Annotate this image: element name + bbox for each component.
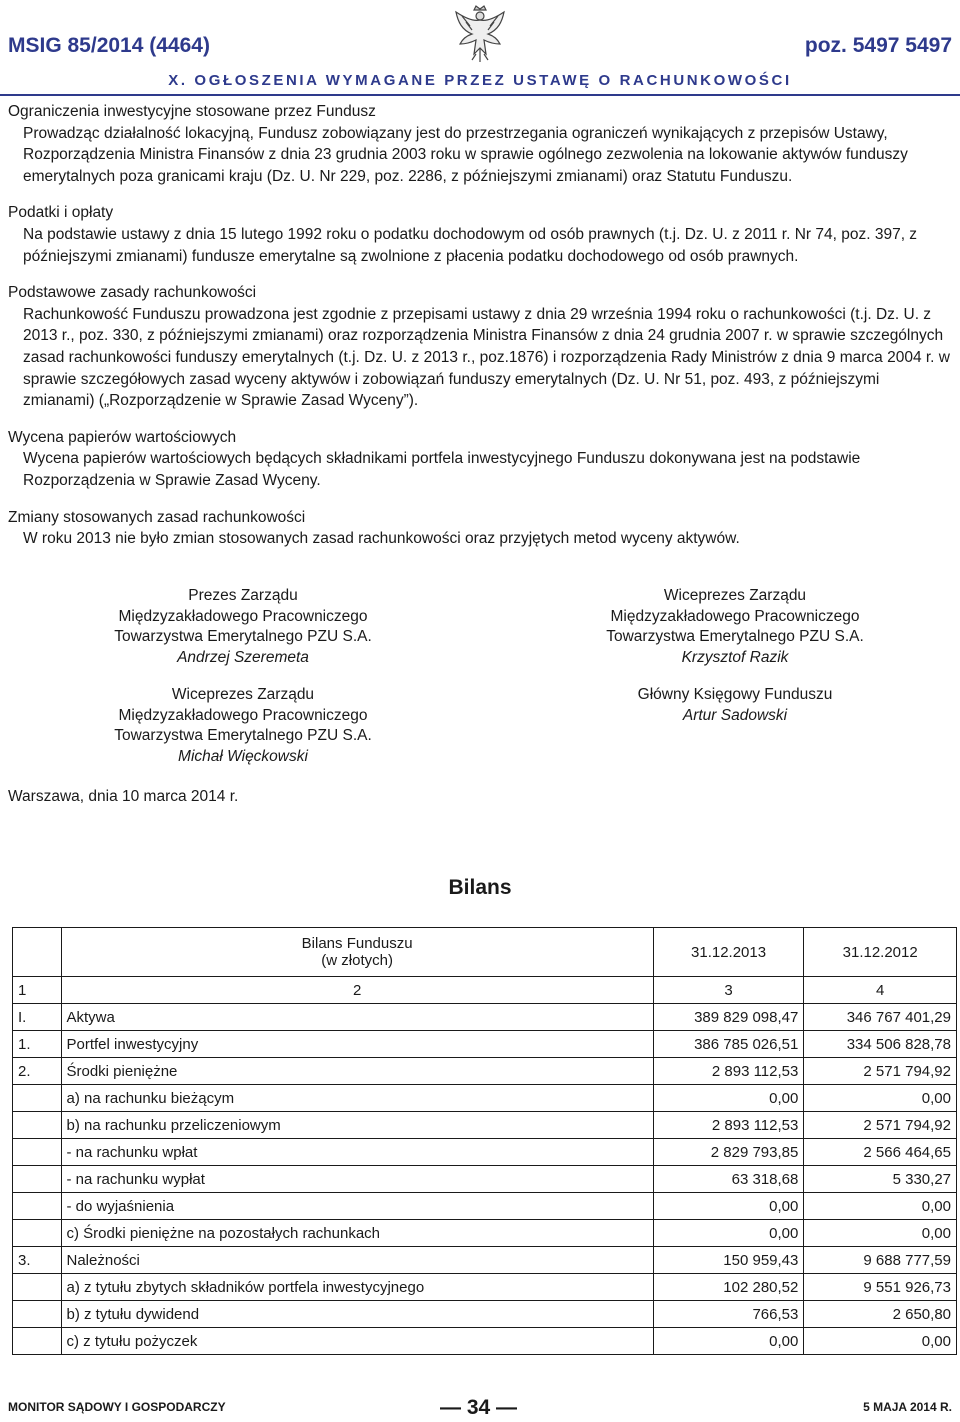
- page-number: — 34 —: [440, 1396, 518, 1419]
- header-cell-2013: 31.12.2013: [653, 928, 804, 977]
- value-2013: 386 785 026,51: [653, 1031, 804, 1058]
- value-2013: 0,00: [653, 1220, 804, 1247]
- row-number: [13, 1193, 62, 1220]
- paragraph-securities-valuation: [8, 427, 954, 492]
- value-2012: 9 688 777,59: [804, 1247, 957, 1274]
- value-2013: 389 829 098,47: [653, 1004, 804, 1031]
- table-row: [13, 1301, 957, 1328]
- table-row: [13, 1085, 957, 1112]
- value-2012: 2 571 794,92: [804, 1058, 957, 1085]
- value-2013: 766,53: [653, 1301, 804, 1328]
- signatory-org: Towarzystwa Emerytalnego PZU S.A.: [114, 628, 372, 645]
- value-2012: 5 330,27: [804, 1166, 957, 1193]
- row-label: c) Środki pieniężne na pozostałych rachunkach: [61, 1220, 653, 1247]
- row-label: b) na rachunku przeliczeniowym: [61, 1112, 653, 1139]
- polish-eagle-icon: [452, 4, 508, 64]
- place-and-date: Warszawa, dnia 10 marca 2014 r.: [8, 788, 239, 805]
- footer-publication: MONITOR SĄDOWY I GOSPODARCZY: [8, 1400, 226, 1414]
- column-number: 2: [61, 977, 653, 1004]
- table-row: [13, 1166, 957, 1193]
- table-row: [13, 1004, 957, 1031]
- value-2013: 2 829 793,85: [653, 1139, 804, 1166]
- paragraph-text: Na podstawie ustawy z dnia 15 lutego 1992 roku o podatku dochodowym od osób prawnych (t.j. Dz. U. z 2011 r. Nr 74, poz. 397, z późniejszymi zmianami) fundusze emerytalne są zwolnione z płacenia podatku dochodowego od osób prawnych.: [23, 225, 918, 265]
- value-2012: 346 767 401,29: [804, 1004, 957, 1031]
- row-number: I.: [13, 1004, 62, 1031]
- row-number: 1.: [13, 1031, 62, 1058]
- value-2013: 150 959,43: [653, 1247, 804, 1274]
- row-label: a) z tytułu zbytych składników portfela inwestycyjnego: [61, 1274, 653, 1301]
- paragraph-text: Wycena papierów wartościowych będących składnikami portfela inwestycyjnego Funduszu dokonywana jest na podstawie Rozporządzenia w Sprawie Zasad Wyceny.: [23, 450, 861, 489]
- row-number: [13, 1274, 62, 1301]
- value-2013: 2 893 112,53: [653, 1058, 804, 1085]
- signature-chief-accountant: [552, 685, 918, 726]
- header-cell-2012: 31.12.2012: [804, 928, 957, 977]
- value-2013: 102 280,52: [653, 1274, 804, 1301]
- paragraph-heading: Ograniczenia inwestycyjne stosowane przez Fundusz: [8, 103, 376, 120]
- row-label: Aktywa: [61, 1004, 653, 1031]
- table-row: [13, 1139, 957, 1166]
- value-2013: 0,00: [653, 1328, 804, 1355]
- paragraph-heading: Zmiany stosowanych zasad rachunkowości: [8, 508, 306, 526]
- row-number: 3.: [13, 1247, 62, 1274]
- header-label-line: Bilans Funduszu: [301, 935, 413, 952]
- table-row: [13, 1220, 957, 1247]
- position-number: poz. 5497 5497: [804, 34, 952, 57]
- row-number: [13, 1112, 62, 1139]
- value-2013: 2 893 112,53: [653, 1112, 804, 1139]
- row-number: [13, 1085, 62, 1112]
- signature-president: [60, 586, 426, 668]
- table-row: [13, 1058, 957, 1085]
- value-2012: 0,00: [804, 1193, 957, 1220]
- row-label: Środki pieniężne: [61, 1058, 653, 1085]
- balance-sheet-title: Bilans: [448, 876, 512, 899]
- signatory-name: Andrzej Szeremeta: [177, 648, 309, 666]
- value-2012: 334 506 828,78: [804, 1031, 957, 1058]
- paragraph-policy-changes: [8, 507, 954, 550]
- header-cell-label: [61, 928, 653, 977]
- paragraph-text: Rachunkowość Funduszu prowadzona jest zgodnie z przepisami ustawy z dnia 29 września 1994 roku o rachunkowości (t.j. Dz. U. z 2013 r., poz. 330, z późniejszymi zmianami) oraz rozporządzenia Ministra Finansów z dnia 24 grudnia 2007 r. w sprawie szczególnych zasad rachunkowości funduszy emerytalnych (t.j. Dz. U. z 2013 r., poz.1876) i rozporządzenia Rady Ministrów z dnia 9 marca 2004 r. w sprawie szczegółowych zasad wyceny aktywów i zobowiązań funduszy emerytalnych (Dz. U. Nr 51, poz. 493, z późniejszymi zmianami) („Rozporządzenie w Sprawie Zasad Wyceny”).: [23, 305, 950, 410]
- table-body: [13, 977, 957, 1355]
- signatory-name: Michał Więckowski: [178, 747, 308, 765]
- signatory-org: Międzyzakładowego Pracowniczego: [118, 607, 368, 625]
- value-2012: 2 571 794,92: [804, 1112, 957, 1139]
- table-row: [13, 1112, 957, 1139]
- column-number: 4: [804, 977, 957, 1004]
- value-2013: 63 318,68: [653, 1166, 804, 1193]
- signatory-role: Wiceprezes Zarządu: [171, 686, 315, 703]
- value-2012: 2 650,80: [804, 1301, 957, 1328]
- row-label: Portfel inwestycyjny: [61, 1031, 653, 1058]
- value-2012: 2 566 464,65: [804, 1139, 957, 1166]
- table-row: [13, 1193, 957, 1220]
- signatory-name: Krzysztof Razik: [681, 648, 789, 666]
- paragraph-heading: Wycena papierów wartościowych: [8, 428, 237, 446]
- row-label: Należności: [61, 1247, 653, 1274]
- signatory-org: Międzyzakładowego Pracowniczego: [610, 607, 860, 625]
- table-row: [13, 1274, 957, 1301]
- row-label: c) z tytułu pożyczek: [61, 1328, 653, 1355]
- signatory-role: Główny Księgowy Funduszu: [637, 686, 833, 703]
- paragraph-text: W roku 2013 nie było zmian stosowanych zasad rachunkowości oraz przyjętych metod wyceny aktywów.: [23, 530, 740, 548]
- header-label-line: (w złotych): [321, 952, 393, 969]
- signatory-role: Prezes Zarządu: [188, 587, 298, 604]
- row-number: [13, 1328, 62, 1355]
- signatory-org: Towarzystwa Emerytalnego PZU S.A.: [606, 628, 864, 645]
- row-label: a) na rachunku bieżącym: [61, 1085, 653, 1112]
- table-row: [13, 1247, 957, 1274]
- row-number: [13, 1301, 62, 1328]
- signatory-role: Wiceprezes Zarządu: [663, 587, 807, 604]
- row-label: - na rachunku wpłat: [61, 1139, 653, 1166]
- signatory-org: Towarzystwa Emerytalnego PZU S.A.: [114, 727, 372, 744]
- value-2013: 0,00: [653, 1085, 804, 1112]
- signature-vice-president-1: [552, 586, 918, 668]
- row-label: - na rachunku wypłat: [61, 1166, 653, 1193]
- section-title: X. OGŁOSZENIA WYMAGANE PRZEZ USTAWĘ O RACHUNKOWOŚCI: [168, 72, 792, 89]
- row-number: [13, 1139, 62, 1166]
- row-number: [13, 1220, 62, 1247]
- paragraph-taxes: [8, 202, 954, 267]
- value-2012: 9 551 926,73: [804, 1274, 957, 1301]
- value-2012: 0,00: [804, 1085, 957, 1112]
- table-row: [13, 1031, 957, 1058]
- paragraph-investment-limits: [8, 101, 954, 187]
- column-numbering-row: [13, 977, 957, 1004]
- signatory-name: Artur Sadowski: [682, 706, 788, 724]
- signatory-org: Międzyzakładowego Pracowniczego: [118, 706, 368, 724]
- journal-issue: MSIG 85/2014 (4464): [8, 34, 210, 57]
- row-label: b) z tytułu dywidend: [61, 1301, 653, 1328]
- table-header-row: [13, 928, 957, 977]
- header-cell-empty: [13, 928, 62, 977]
- column-number: 3: [653, 977, 804, 1004]
- value-2013: 0,00: [653, 1193, 804, 1220]
- row-number: [13, 1166, 62, 1193]
- paragraph-heading: Podatki i opłaty: [8, 204, 114, 222]
- table-row: [13, 1328, 957, 1355]
- balance-sheet-table: [12, 927, 957, 1355]
- signature-vice-president-2: [60, 685, 426, 767]
- notes-body: [8, 101, 954, 565]
- value-2012: 0,00: [804, 1328, 957, 1355]
- row-number: 2.: [13, 1058, 62, 1085]
- footer-date: 5 MAJA 2014 R.: [863, 1400, 952, 1414]
- row-label: - do wyjaśnienia: [61, 1193, 653, 1220]
- value-2012: 0,00: [804, 1220, 957, 1247]
- paragraph-accounting-principles: [8, 282, 954, 412]
- paragraph-heading: Podstawowe zasady rachunkowości: [8, 284, 257, 302]
- column-number: 1: [13, 977, 62, 1004]
- section-divider: [0, 94, 960, 96]
- paragraph-text: Prowadząc działalność lokacyjną, Fundusz zobowiązany jest do przestrzegania ograniczeń wynikających z przepisów Ustawy, Rozporządzenia Ministra Finansów z dnia 23 grudnia 2003 roku w sprawie ogólnego zezwolenia na lokowanie aktywów funduszy emerytalnych poza granicami kraju (Dz. U. Nr 229, poz. 2286, z późniejszymi zmianami) oraz Statutu Funduszu.: [23, 124, 908, 185]
